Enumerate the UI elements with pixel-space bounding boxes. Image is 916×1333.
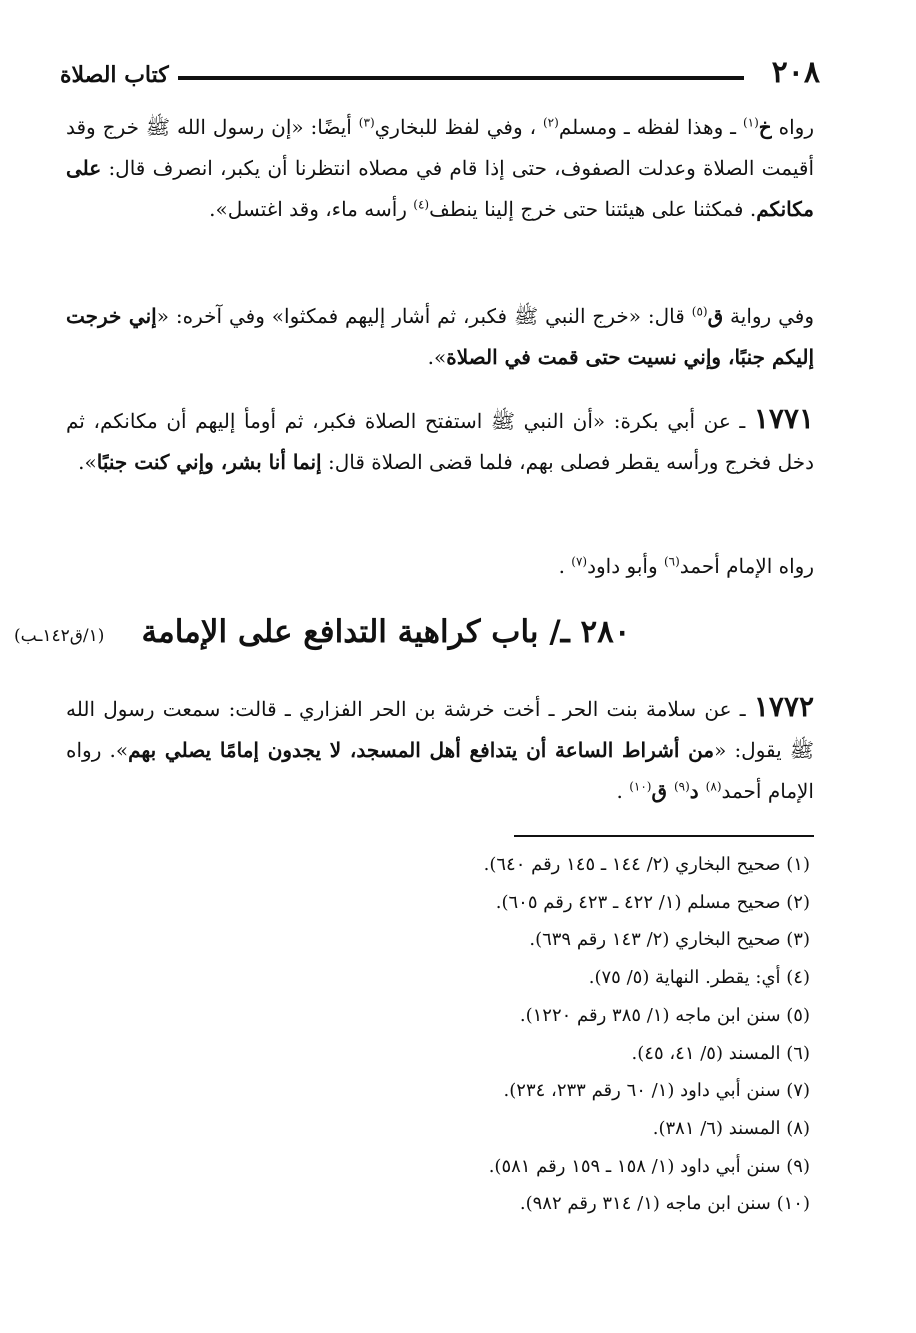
footnotes-list [300,846,810,1223]
footnote-ref: (٩) [673,779,690,794]
footnote-ref: (٦) [663,554,680,569]
footnote-ref: (٢) [542,115,559,130]
footnote-ref: (٧) [571,554,588,569]
text: ». [78,450,97,474]
book-title: كتاب الصلاة [60,62,169,88]
source-abbrev: د [689,779,706,803]
text: . فمكثنا على هيئتنا حتى خرج إلينا ينطف [429,197,757,221]
footnote-ref: (١٠) [629,779,652,794]
text: ـ وهذا لفظه ـ ومسلم [558,115,743,139]
page-header [60,56,820,90]
footnote-item: (١٠) سنن ابن ماجه (١/ ٣١٤ رقم ٩٨٢). [519,1193,810,1215]
footnote-item: (٩) سنن أبي داود (١/ ١٥٨ ـ ١٥٩ رقم ٥٨١). [488,1155,810,1177]
paragraph-hadith-1772 [66,686,814,812]
text: رواه الإمام أحمد [679,554,814,578]
text: . [616,779,630,803]
page-number: ٢٠٨ [771,55,820,90]
footnote-ref: (٤) [413,197,430,212]
paragraph-hadith-1770-cont [66,107,814,230]
source-abbrev: ق [651,779,674,803]
text: . [558,554,572,578]
source-abbrev: ق [707,304,724,328]
bold-quote: من أشراط الساعة أن يتدافع أهل المسجد، لا يجدون إمامًا يصلي بهم [128,738,715,762]
text: رأسه ماء، وقد اغتسل». [209,197,414,221]
footnote-ref: (٣) [358,115,375,130]
footnote-item: (١) صحيح البخاري (٢/ ١٤٤ ـ ١٤٥ رقم ٦٤٠). [483,854,810,875]
text: وفي رواية [723,304,815,328]
footnote-rule [514,835,814,837]
footnote-item: (٥) سنن ابن ماجه (١/ ٣٨٥ رقم ١٢٢٠). [519,1004,810,1026]
text: أيضًا: «إن رسول الله ﷺ خرج وقد أقيمت الصلاة وعدلت الصفوف، حتى إذا قام في مصلاه انتظرنا أن يكبر، انصرف قال: [66,115,814,180]
paragraph-riwaya [66,296,814,378]
hadith-number: ١٧٧٢ [753,690,814,723]
footnote-item: (٢) صحيح مسلم (١/ ٤٢٢ ـ ٤٢٣ رقم ٦٠٥). [495,891,810,913]
text: رواه [771,115,814,139]
text: ـ عن سلامة بنت الحر ـ أخت خرشة بن الحر الفزاري ـ قالت: سمعت رسول الله ﷺ يقول: « [66,697,815,762]
footnote-item: (٦) المسند (٥/ ٤١، ٤٥). [631,1042,810,1064]
text: وأبو داود [587,554,664,578]
text: ». رواه الإمام أحمد [66,738,814,803]
text: ـ عن أبي بكرة: «أن النبي ﷺ استفتح الصلاة فكبر، ثم أومأ إليهم أن مكانكم، ثم دخل فخرج ورأسه يقطر فصلى بهم، فلما قضى الصلاة قال: [66,409,814,474]
bold-quote: إنما أنا بشر، وإني كنت جنبًا [96,450,322,474]
footnote-ref: (٨) [705,779,722,794]
footnote-item: (٤) أي: يقطر. النهاية (٥/ ٧٥). [588,967,810,989]
paragraph-narration [66,546,814,587]
hadith-number: ١٧٧١ [753,402,814,435]
text: قال: «خرج النبي ﷺ فكبر، ثم أشار إليهم فمكثوا» وفي آخره: « [156,304,692,328]
chapter-heading: ٢٨٠ ـ/ باب كراهية التدافع على الإمامة [141,614,631,650]
source-abbrev: خ [758,115,772,139]
footnote-item: (٣) صحيح البخاري (٢/ ١٤٣ رقم ٦٣٩). [529,929,810,951]
text: ، وفي لفظ للبخاري [374,115,543,139]
footnote-item: (٧) سنن أبي داود (١/ ٦٠ رقم ٢٣٣، ٢٣٤). [503,1080,810,1102]
bold-quote: إني خرجت إليكم جنبًا، وإني نسيت حتى قمت في الصلاة [66,304,814,369]
text: ». [427,345,447,369]
footnote-item: (٨) المسند (٦/ ٣٨١). [652,1117,810,1139]
footnote-ref: (١) [742,115,759,130]
manuscript-margin-ref: (١/ق١٤٢ـب) [14,626,105,646]
footnote-ref: (٥) [691,304,708,319]
header-rule [178,76,744,80]
paragraph-hadith-1771 [66,398,814,483]
bold-quote: على مكانكم [66,156,814,221]
